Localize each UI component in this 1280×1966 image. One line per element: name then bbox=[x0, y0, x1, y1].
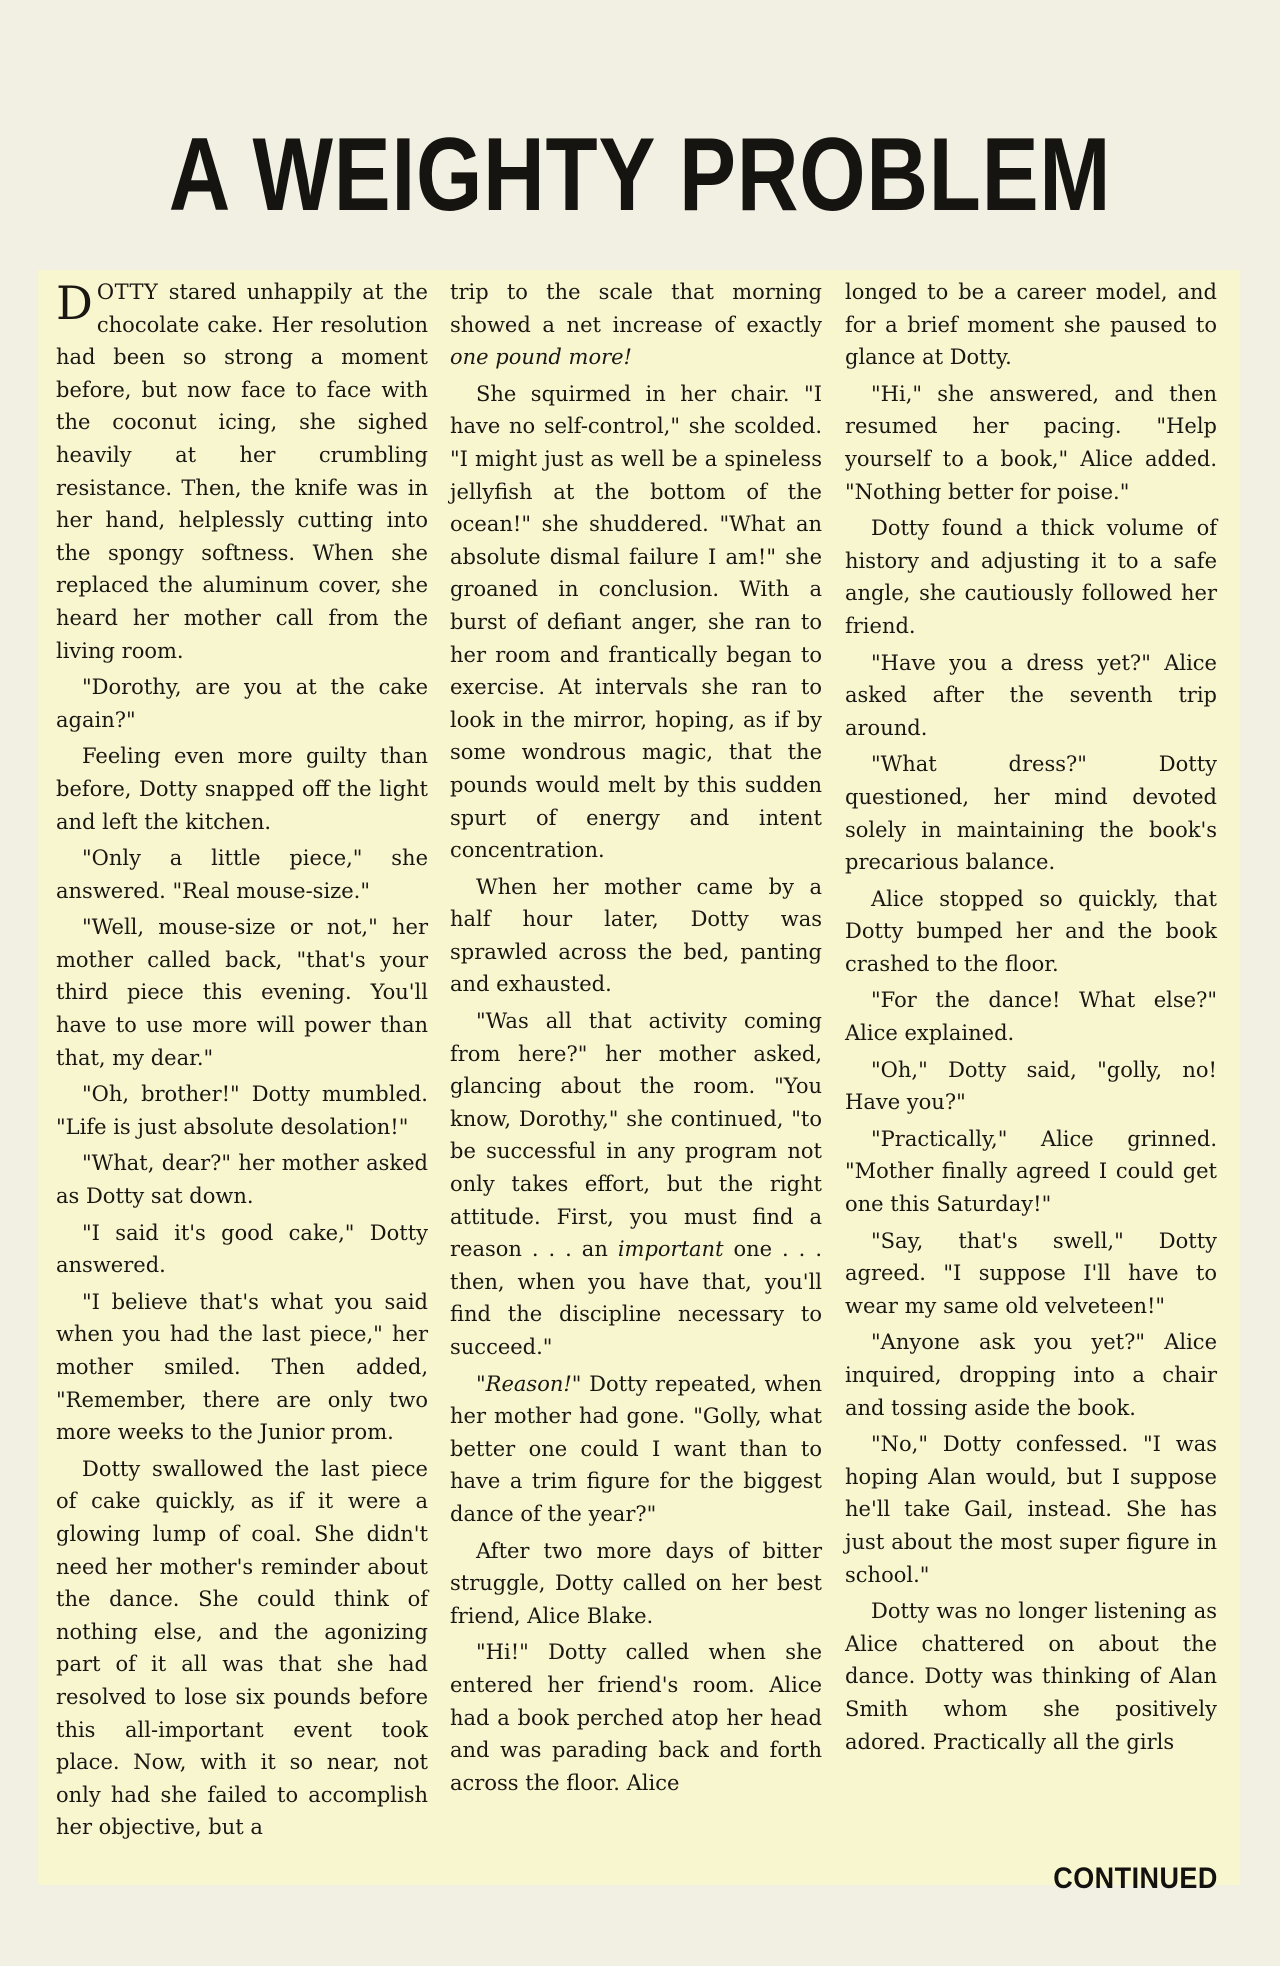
paragraph: "Practically," Alice grinned. "Mother finally agreed I could get one this Saturday!" bbox=[845, 1126, 1217, 1217]
paragraph-text: Dotty repeated, when her mother had gone. "Golly, what better one could I want than to have a trim figure for the biggest dance of the year?" bbox=[450, 1371, 822, 1526]
paragraph: "Dorothy, are you at the cake again?" bbox=[56, 675, 428, 732]
paragraph: "Anyone ask you yet?" Alice inquired, dropping into a chair and tossing aside the book. bbox=[845, 1330, 1217, 1420]
paragraph bbox=[450, 1368, 822, 1531]
paragraph-text: one . . . then, when you have that, you'll find the discipline necessary to succeed." bbox=[450, 1237, 822, 1359]
paragraph: "No," Dotty confessed. "I was hoping Alan would, but I suppose he'll take Gail, instead. She has just about the most super figure in school." bbox=[845, 1432, 1217, 1587]
lead-word: OTTY bbox=[96, 280, 159, 304]
paragraph: "What dress?" Dotty questioned, her mind devoted solely in maintaining the book's precarious balance. bbox=[845, 752, 1217, 875]
paragraph: Dotty found a thick volume of history and adjusting it to a safe angle, she cautiously followed her friend. bbox=[845, 516, 1217, 638]
paragraph: "Oh, brother!" Dotty mumbled. "Life is just absolute desolation!" bbox=[56, 1082, 428, 1139]
emphasis-text: important bbox=[617, 1237, 724, 1262]
paragraph: Dotty was no longer listening as Alice chattered on about the dance. Dotty was thinking of Alan Smith whom she positively adored. Practically all the girls bbox=[845, 1599, 1217, 1754]
paragraph: "Have you a dress yet?" Alice asked after the seventh trip around. bbox=[845, 650, 1217, 740]
story-title: A WEIGHTY PROBLEM bbox=[168, 117, 1112, 233]
emphasis-text: "Reason!" bbox=[476, 1371, 582, 1396]
paragraph: "What, dear?" her mother asked as Dotty sat down. bbox=[56, 1151, 428, 1209]
paragraph: "Oh," Dotty said, "golly, no! Have you?" bbox=[845, 1057, 1217, 1115]
drop-cap: D bbox=[56, 276, 93, 330]
paragraph: "I believe that's what you said when you had the last piece," her mother smiled. Then added, "Remember, there are only two more weeks to the Junior prom. bbox=[56, 1289, 428, 1445]
paragraph: "I said it's good cake," Dotty answered. bbox=[56, 1220, 428, 1278]
paragraph: longed to be a career model, and for a brief moment she paused to glance at Dotty. bbox=[845, 280, 1217, 370]
paragraph: "Hi!" Dotty called when she entered her friend's room. Alice had a book perched atop her head and was parading back and forth across the floor. Alice bbox=[450, 1640, 822, 1795]
paragraph: "For the dance! What else?" Alice explained. bbox=[845, 988, 1217, 1046]
continued-label: CONTINUED bbox=[1053, 1862, 1218, 1895]
paragraph: When her mother came by a half hour later, Dotty was sprawled across the bed, panting and exhausted. bbox=[450, 874, 822, 997]
paragraph-text: trip to the scale that morning showed a net increase of exactly bbox=[450, 280, 822, 337]
emphasis-text: one pound more! bbox=[450, 345, 632, 370]
paragraph: After two more days of bitter struggle, Dotty called on her best friend, Alice Blake. bbox=[450, 1538, 822, 1628]
paragraph: Dotty swallowed the last piece of cake quickly, as if it were a glowing lump of coal. She didn't need her mother's reminder about the dance. She could think of nothing else, and the agonizing part of it all was that she had resolved to lose six pounds before this all-important event took place. Now, with it so near, not only had she failed to accomplish her objective, but a bbox=[56, 1456, 428, 1840]
paragraph bbox=[56, 276, 428, 667]
paragraph-text: "Was all that activity coming from here?" her mother asked, glancing about the room. "You know, Dorothy," she continued, "to be successful in any program not only takes effort, but the right attitude. First, you must find a reason . . . an bbox=[450, 1009, 822, 1262]
paragraph: "Well, mouse-size or not," her mother called back, "that's your third piece this evening. You'll have to use more will power than that, my dear." bbox=[56, 915, 428, 1070]
text-column-1 bbox=[56, 276, 428, 1848]
paragraph: Alice stopped so quickly, that Dotty bumped her and the book crashed to the floor. bbox=[845, 886, 1217, 976]
paragraph: "Only a little piece," she answered. "Real mouse-size." bbox=[56, 846, 428, 903]
paragraph: She squirmed in her chair. "I have no self-control," she scolded. "I might just as well be a spineless jellyfish at the bottom of the ocean!" she shuddered. "What an absolute dismal failure I am!" she groaned in conclusion. With a burst of defiant anger, she ran to her room and frantically began to exercise. At intervals she ran to look in the mirror, hoping, as if by some wondrous magic, that the pounds would melt by this sudden spurt of energy and intent concentration. bbox=[450, 381, 822, 863]
text-column-3 bbox=[845, 276, 1217, 1762]
paragraph: Feeling even more guilty than before, Dotty snapped off the light and left the kitchen. bbox=[56, 744, 428, 834]
paragraph bbox=[450, 1005, 822, 1364]
paragraph: "Say, that's swell," Dotty agreed. "I suppose I'll have to wear my same old velveteen!" bbox=[845, 1228, 1217, 1318]
paragraph bbox=[450, 276, 822, 374]
paragraph: "Hi," she answered, and then resumed her pacing. "Help yourself to a book," Alice added. "Nothing better for poise." bbox=[845, 381, 1217, 504]
text-column-2 bbox=[450, 276, 822, 1803]
paragraph-text: stared unhappily at the chocolate cake. Her resolution had been so strong a moment before, but now face to face with the coconut icing, she sighed heavily at her crumbling resistance. Then, the knife was in her hand, helplessly cutting into the spongy softness. When she replaced the aluminum cover, she heard her mother call from the living room. bbox=[56, 280, 428, 663]
